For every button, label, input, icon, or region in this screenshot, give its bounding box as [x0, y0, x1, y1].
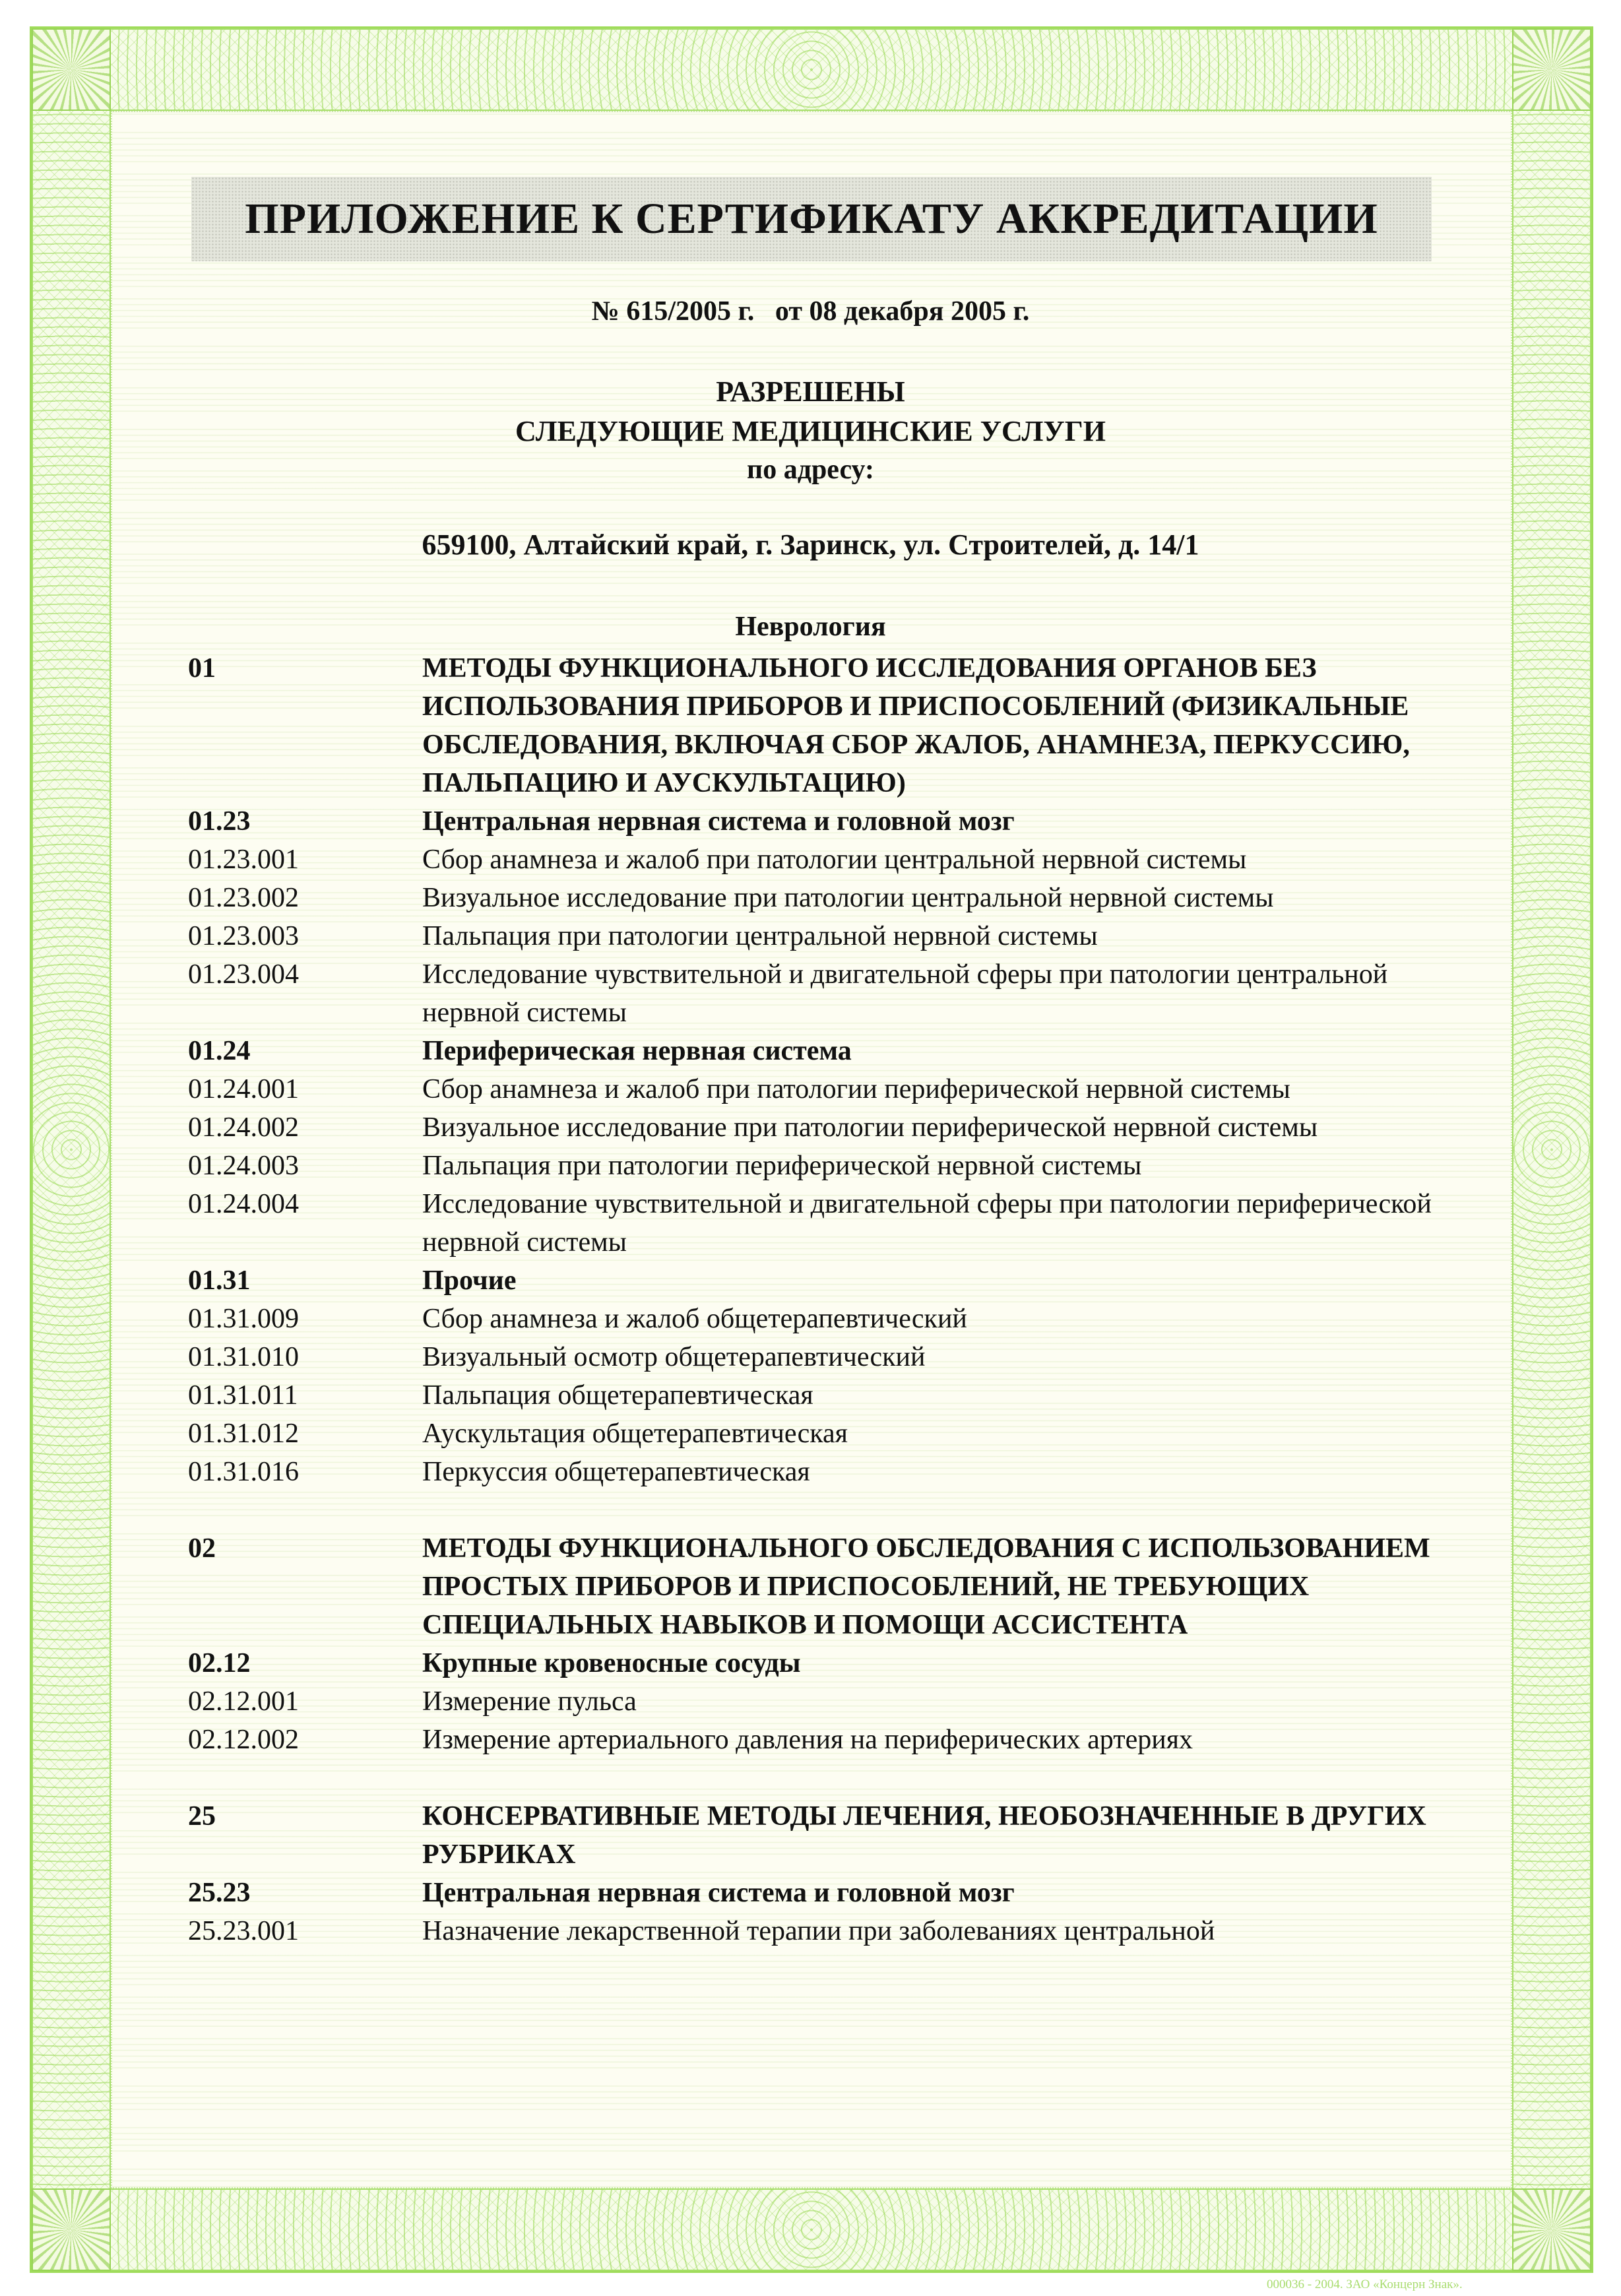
service-code: 25.23	[188, 1878, 251, 1908]
ornamental-border-top	[32, 28, 1591, 111]
specialty-heading: Неврология	[735, 612, 886, 642]
service-description: Пальпация при патологии периферической нервной системы	[422, 1151, 1142, 1181]
service-description: Визуальное исследование при патологии центральной нервной системы	[422, 883, 1274, 913]
ornamental-border-bottom	[32, 2188, 1591, 2271]
service-description: Визуальный осмотр общетерапевтический	[422, 1342, 926, 1372]
rosette-icon	[1512, 2188, 1591, 2271]
service-description: Сбор анамнеза и жалоб при патологии центральной нервной системы	[422, 845, 1247, 875]
service-description: Визуальное исследование при патологии периферической нервной системы	[422, 1112, 1318, 1143]
service-description: МЕТОДЫ ФУНКЦИОНАЛЬНОГО ОБСЛЕДОВАНИЯ С ИСПОЛЬЗОВАНИЕМ ПРОСТЫХ ПРИБОРОВ И ПРИСПОСОБЛЕНИЙ, НЕ ТРЕБУЮЩИХ СПЕЦИАЛЬНЫХ НАВЫКОВ И ПОМОЩИ АССИСТЕНТА	[422, 1533, 1430, 1640]
service-item	[188, 1721, 1475, 1759]
service-section	[188, 1797, 1475, 1874]
service-item	[188, 879, 1475, 917]
service-code: 01.24.001	[188, 1074, 299, 1104]
service-code: 01.24.002	[188, 1112, 299, 1143]
service-code: 01.31.012	[188, 1419, 299, 1449]
rosette-icon	[32, 28, 111, 111]
service-item	[188, 955, 1475, 1032]
service-item	[188, 1338, 1475, 1376]
allowed-heading: РАЗРЕШЕНЫ	[716, 375, 905, 408]
service-description: МЕТОДЫ ФУНКЦИОНАЛЬНОГО ИССЛЕДОВАНИЯ ОРГАНОВ БЕЗ ИСПОЛЬЗОВАНИЯ ПРИБОРОВ И ПРИСПОСОБЛЕНИЙ (ФИЗИКАЛЬНЫЕ ОБСЛЕДОВАНИЯ, ВКЛЮЧАЯ СБОР ЖАЛОБ, АНАМНЕЗА, ПЕРКУССИЮ, ПАЛЬПАЦИЮ И АУСКУЛЬТАЦИЮ)	[422, 653, 1410, 798]
service-code: 02.12.001	[188, 1686, 299, 1717]
title-banner	[191, 177, 1432, 261]
service-group	[188, 1032, 1475, 1070]
service-item	[188, 917, 1475, 955]
service-description: Исследование чувствительной и двигательной сферы при патологии центральной нервной системы	[422, 959, 1388, 1028]
service-description: Прочие	[422, 1265, 517, 1296]
section-spacer	[188, 1491, 1475, 1529]
service-item	[188, 1415, 1475, 1453]
service-description: Сбор анамнеза и жалоб общетерапевтический	[422, 1304, 967, 1334]
service-code: 01.24	[188, 1036, 251, 1066]
service-code: 01.23.001	[188, 845, 299, 875]
service-item	[188, 1108, 1475, 1147]
service-code: 25.23.001	[188, 1916, 299, 1946]
service-group	[188, 1874, 1475, 1912]
ornamental-border-right	[1512, 28, 1591, 2271]
service-code: 01.24.004	[188, 1189, 299, 1219]
service-description: Исследование чувствительной и двигательной сферы при патологии периферической нервной системы	[422, 1189, 1432, 1258]
service-code: 25	[188, 1801, 216, 1832]
service-description: КОНСЕРВАТИВНЫЕ МЕТОДЫ ЛЕЧЕНИЯ, НЕОБОЗНАЧЕННЫЕ В ДРУГИХ РУБРИКАХ	[422, 1801, 1426, 1870]
allowed-subheading: СЛЕДУЮЩИЕ МЕДИЦИНСКИЕ УСЛУГИ	[515, 415, 1106, 447]
document-title: ПРИЛОЖЕНИЕ К СЕРТИФИКАТУ АККРЕДИТАЦИИ	[245, 195, 1378, 243]
rosette-icon	[32, 2188, 111, 2271]
service-item	[188, 1070, 1475, 1108]
service-description: Измерение пульса	[422, 1686, 637, 1717]
service-description: Пальпация при патологии центральной нервной системы	[422, 921, 1098, 951]
service-item	[188, 841, 1475, 879]
service-description: Сбор анамнеза и жалоб при патологии периферической нервной системы	[422, 1074, 1290, 1104]
service-code: 01.24.003	[188, 1151, 299, 1181]
service-code: 02	[188, 1533, 216, 1564]
service-description: Центральная нервная система и головной мозг	[422, 806, 1015, 837]
service-group	[188, 1644, 1475, 1682]
service-description: Периферическая нервная система	[422, 1036, 852, 1066]
service-code: 01.31.011	[188, 1380, 298, 1411]
service-item	[188, 1147, 1475, 1185]
ornamental-border-left	[32, 28, 111, 2271]
service-item	[188, 1185, 1475, 1261]
service-code: 02.12.002	[188, 1725, 299, 1755]
service-code: 01.31.016	[188, 1457, 299, 1487]
service-code: 01.23.002	[188, 883, 299, 913]
section-spacer	[188, 1759, 1475, 1797]
service-item	[188, 1912, 1475, 1950]
service-code: 01.31	[188, 1265, 251, 1296]
services-list	[188, 649, 1475, 1950]
service-group	[188, 802, 1475, 841]
address-label: по адресу:	[747, 455, 874, 485]
service-item	[188, 1376, 1475, 1415]
service-code: 01.23.004	[188, 959, 299, 990]
service-description: Пальпация общетерапевтическая	[422, 1380, 813, 1411]
service-item	[188, 1300, 1475, 1338]
service-code: 01.31.010	[188, 1342, 299, 1372]
address: 659100, Алтайский край, г. Заринск, ул. Строителей, д. 14/1	[422, 528, 1199, 561]
service-code: 01	[188, 653, 216, 684]
service-code: 01.23	[188, 806, 251, 837]
service-group	[188, 1261, 1475, 1300]
service-description: Крупные кровеносные сосуды	[422, 1648, 801, 1678]
service-description: Центральная нервная система и головной мозг	[422, 1878, 1015, 1908]
service-description: Назначение лекарственной терапии при заболеваниях центральной	[422, 1916, 1215, 1946]
rosette-icon	[1512, 28, 1591, 111]
service-code: 01.23.003	[188, 921, 299, 951]
service-description: Аускультация общетерапевтическая	[422, 1419, 848, 1449]
service-code: 01.31.009	[188, 1304, 299, 1334]
service-code: 02.12	[188, 1648, 251, 1678]
service-description: Измерение артериального давления на периферических артериях	[422, 1725, 1193, 1755]
service-section	[188, 1529, 1475, 1644]
service-description: Перкуссия общетерапевтическая	[422, 1457, 810, 1487]
certificate-number: № 615/2005 г. от 08 декабря 2005 г.	[591, 296, 1030, 327]
service-item	[188, 1682, 1475, 1721]
service-item	[188, 1453, 1475, 1491]
service-section	[188, 649, 1475, 802]
printer-note: 000036 - 2004. ЗАО «Концерн Знак».	[1267, 2278, 1463, 2291]
